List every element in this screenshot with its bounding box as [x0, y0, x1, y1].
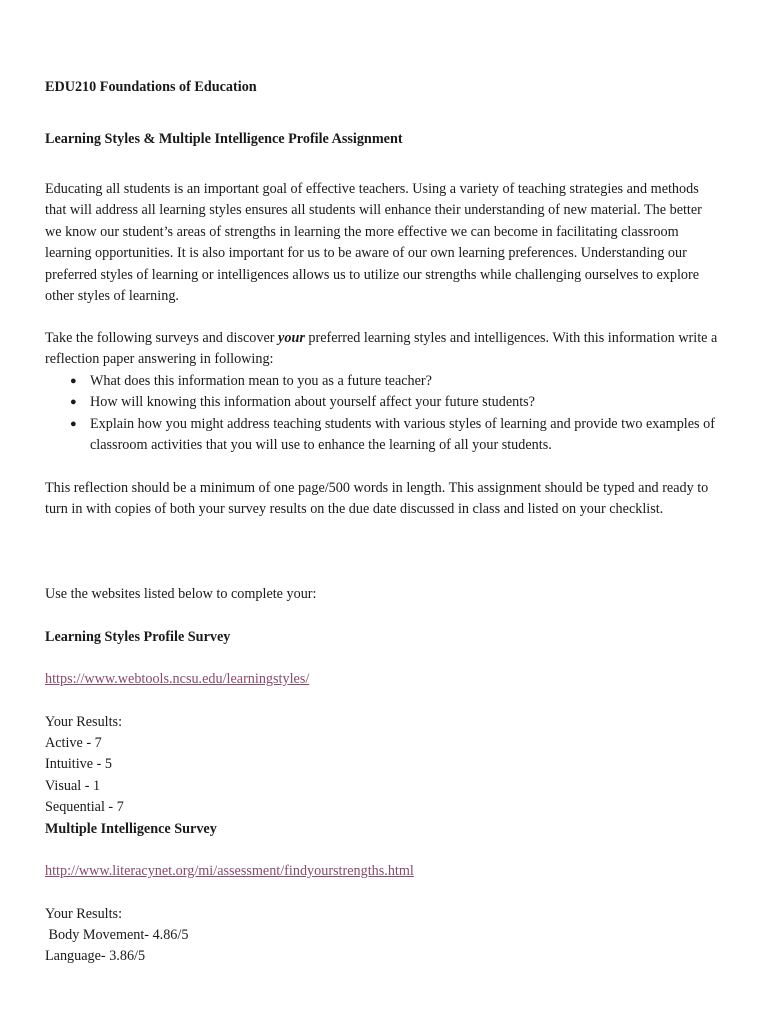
question-text: What does this information mean to you as a future teacher?: [90, 373, 432, 389]
list-item: [45, 392, 721, 413]
result-sequential: Sequential - 7: [45, 799, 124, 815]
learning-styles-link[interactable]: https://www.webtools.ncsu.edu/learningstyles/: [45, 671, 310, 687]
list-item: [45, 414, 721, 457]
bullet-icon: ●: [70, 375, 77, 387]
multiple-intelligence-link[interactable]: http://www.literacynet.org/mi/assessment/findyourstrengths.html: [45, 863, 414, 879]
learning-styles-results-label: Your Results:: [45, 714, 123, 730]
course-title: EDU210 Foundations of Education: [45, 79, 257, 95]
question-list: [45, 371, 721, 457]
intro-paragraph: Educating all students is an important goal of effective teachers. Using a variety of teaching strategies and methods that will address all learning styles ensures all students will enhance their understanding of new material. The better we know our student’s areas of strengths in learning the more effective we can become in facilitating classroom learning opportunities. It is also important for us to be aware of our own learning preferences. Understanding our preferred styles of learning or intelligences allows us to utilize our strengths while challenging ourselves to explore other styles of learning.: [45, 181, 702, 305]
result-intuitive: Intuitive - 5: [45, 756, 112, 772]
assignment-title: Learning Styles & Multiple Intelligence Profile Assignment: [45, 131, 403, 147]
instructions-paragraph: [45, 328, 721, 371]
question-text: How will knowing this information about yourself affect your future students?: [90, 394, 535, 411]
learning-styles-heading: Learning Styles Profile Survey: [45, 629, 231, 645]
result-language: Language- 3.86/5: [45, 948, 146, 964]
instructions-after: preferred learning styles and intelligences. With this information write a reflection paper answering in following:: [45, 330, 718, 368]
multiple-intelligence-heading: Multiple Intelligence Survey: [45, 821, 217, 837]
result-active: Active - 7: [45, 735, 102, 751]
result-visual: Visual - 1: [45, 778, 101, 794]
list-item: [45, 371, 721, 392]
websites-intro: Use the websites listed below to complete your:: [45, 586, 317, 602]
bullet-icon: ●: [70, 417, 77, 430]
reflection-paragraph: This reflection should be a minimum of one page/500 words in length. This assignment should be typed and ready to turn in with copies of both your survey results on the due date discussed in class and listed on your checklist.: [45, 480, 709, 518]
instructions-emphasis: your: [278, 330, 305, 346]
multiple-intelligence-results-label: Your Results:: [45, 906, 123, 922]
result-body-movement: Body Movement- 4.86/5: [45, 927, 189, 943]
instructions-before: Take the following surveys and discover: [45, 330, 279, 346]
bullet-icon: ●: [70, 396, 77, 409]
question-text: Explain how you might address teaching students with various styles of learning and provide two examples of classroom activities that you will use to enhance the learning of all your students.: [90, 415, 715, 454]
